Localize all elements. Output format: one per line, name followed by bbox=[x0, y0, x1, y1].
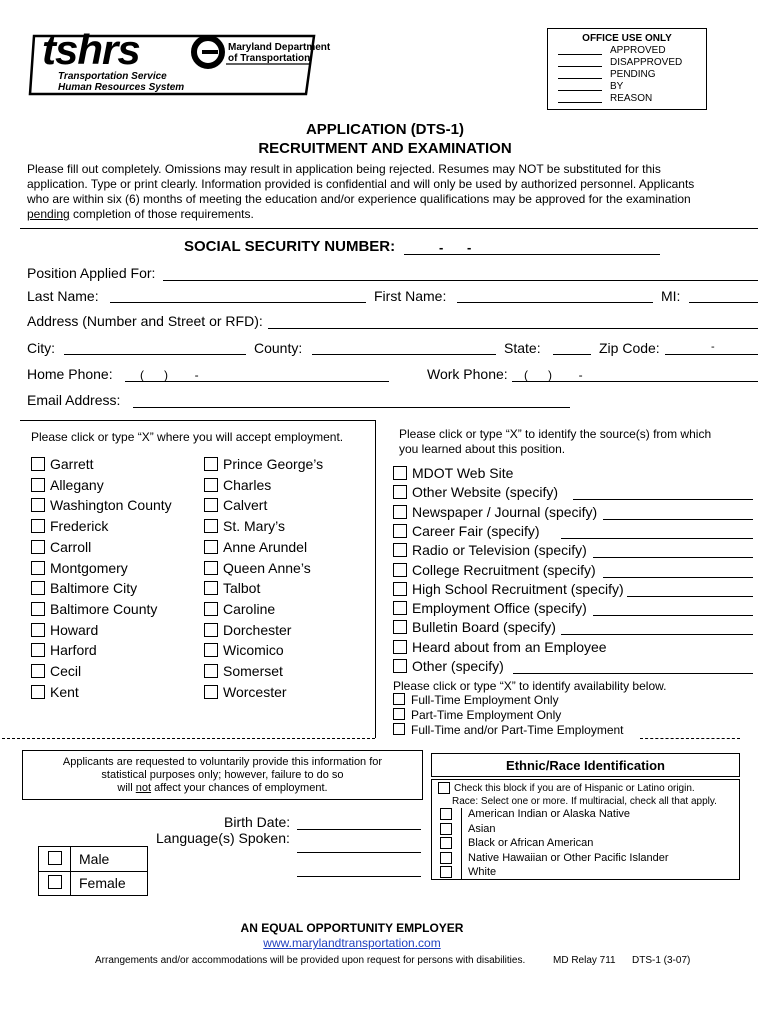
availability-label: Part-Time Employment Only bbox=[411, 708, 562, 722]
county-label: Calvert bbox=[223, 497, 268, 514]
home-phone-format: ( ) - bbox=[140, 368, 199, 382]
county-label: Worcester bbox=[223, 683, 287, 700]
source-label: Other (specify) bbox=[412, 658, 504, 674]
section-divider-vertical bbox=[375, 420, 376, 738]
county-label: Washington County bbox=[50, 497, 172, 514]
source-specify-input[interactable] bbox=[561, 634, 753, 635]
county-label: Frederick bbox=[50, 518, 109, 535]
intro-line: who are within six (6) months of meeting the education and/or experience qualifications may be approved for the examination bbox=[27, 192, 691, 206]
county-checkbox[interactable] bbox=[204, 602, 218, 616]
work-phone-label: Work Phone: bbox=[427, 366, 508, 382]
county-label: Queen Anne’s bbox=[223, 559, 311, 576]
county-label: Cecil bbox=[50, 663, 82, 679]
logo bbox=[28, 26, 331, 98]
last-name-label: Last Name: bbox=[27, 288, 99, 304]
race-label: Black or African American bbox=[468, 837, 594, 849]
county-label: Somerset bbox=[223, 663, 283, 679]
county-label: St. Mary’s bbox=[223, 518, 285, 535]
address-label: Address (Number and Street or RFD): bbox=[27, 313, 263, 329]
county-checkbox[interactable] bbox=[204, 519, 218, 533]
ethnic-table bbox=[431, 779, 740, 880]
zip-label: Zip Code: bbox=[599, 340, 660, 356]
mi-label: MI: bbox=[661, 288, 681, 304]
county-checkbox[interactable] bbox=[31, 561, 45, 575]
office-use-item: PENDING bbox=[610, 69, 656, 80]
county-label: Carroll bbox=[50, 538, 92, 555]
source-specify-input[interactable] bbox=[593, 557, 753, 558]
source-label: High School Recruitment (specify) bbox=[412, 580, 624, 597]
source-checkbox[interactable] bbox=[393, 524, 407, 538]
source-checkbox[interactable] bbox=[393, 466, 407, 480]
state-label: State: bbox=[504, 340, 541, 356]
source-checkbox[interactable] bbox=[393, 485, 407, 499]
source-label: Newspaper / Journal (specify) bbox=[412, 503, 598, 520]
email-label: Email Address: bbox=[27, 392, 121, 408]
mi-input[interactable] bbox=[689, 302, 758, 303]
county-checkbox[interactable] bbox=[204, 498, 218, 512]
county-label: Caroline bbox=[223, 600, 276, 617]
gender-female-checkbox[interactable] bbox=[48, 875, 62, 889]
voluntary-post: affect your chances of employment. bbox=[151, 782, 328, 794]
source-checkbox[interactable] bbox=[393, 505, 407, 519]
source-checkbox[interactable] bbox=[393, 563, 407, 577]
county-label: County: bbox=[254, 340, 303, 356]
source-specify-input[interactable] bbox=[603, 519, 753, 520]
availability-instruction: Please click or type “X” to identify availability below. bbox=[393, 679, 667, 693]
sources-instruction: Please click or type “X” to identify the source(s) from which bbox=[399, 427, 712, 441]
county-checkbox[interactable] bbox=[204, 540, 218, 554]
zip-input[interactable] bbox=[665, 354, 758, 355]
form-id: DTS-1 (3-07) bbox=[632, 955, 691, 966]
hispanic-label: Check this block if you are of Hispanic or Latino origin. bbox=[454, 783, 695, 794]
ssn-dash: - bbox=[439, 240, 444, 255]
dashed-separator bbox=[2, 738, 375, 739]
intro-line: application. Type or print clearly. Information provided is confidential and will only be used by authorized personnel. Applicants bbox=[27, 177, 695, 191]
divider bbox=[20, 420, 375, 421]
source-checkbox[interactable] bbox=[393, 582, 407, 596]
race-label: Native Hawaiian or Other Pacific Islander bbox=[468, 851, 669, 864]
county-checkbox[interactable] bbox=[204, 685, 218, 699]
email-input[interactable] bbox=[133, 407, 570, 408]
zip-dash: - bbox=[711, 341, 715, 353]
eoe-statement: AN EQUAL OPPORTUNITY EMPLOYER bbox=[240, 921, 464, 935]
county-checkbox[interactable] bbox=[204, 664, 218, 678]
office-use-item: BY bbox=[610, 81, 624, 92]
page-title: APPLICATION (DTS-1) bbox=[305, 121, 465, 138]
county-label: Baltimore City bbox=[50, 580, 138, 597]
availability-label: Full-Time and/or Part-Time Employment bbox=[411, 723, 624, 737]
county-checkbox[interactable] bbox=[31, 685, 45, 699]
source-specify-input[interactable] bbox=[561, 538, 753, 539]
race-col-divider bbox=[461, 808, 462, 879]
employment-instruction: Please click or type “X” where you will accept employment. bbox=[31, 430, 344, 444]
county-label: Prince George’s bbox=[223, 456, 324, 472]
race-note: Race: Select one or more. If multiracial, check all that apply. bbox=[452, 796, 717, 807]
source-specify-input[interactable] bbox=[513, 673, 753, 674]
county-label: Howard bbox=[50, 621, 99, 638]
city-input[interactable] bbox=[64, 354, 246, 355]
first-name-input[interactable] bbox=[457, 302, 653, 303]
gender-table bbox=[38, 846, 148, 896]
availability-label: Full-Time Employment Only bbox=[411, 693, 559, 707]
office-use-box bbox=[547, 28, 707, 110]
dashed-separator bbox=[640, 738, 740, 739]
voluntary-not: not bbox=[135, 782, 152, 794]
county-checkbox[interactable] bbox=[31, 498, 45, 512]
languages-input[interactable] bbox=[297, 852, 421, 853]
source-label: MDOT Web Site bbox=[412, 465, 514, 481]
county-label: Kent bbox=[50, 683, 79, 700]
county-checkbox[interactable] bbox=[31, 643, 45, 657]
work-phone-input[interactable] bbox=[512, 381, 758, 382]
md-relay: MD Relay 711 bbox=[553, 955, 616, 966]
source-checkbox[interactable] bbox=[393, 659, 407, 673]
state-input[interactable] bbox=[553, 354, 591, 355]
work-phone-format: ( ) - bbox=[524, 368, 583, 382]
page-subtitle: RECRUITMENT AND EXAMINATION bbox=[258, 140, 512, 157]
county-label: Talbot bbox=[223, 580, 261, 597]
county-checkbox[interactable] bbox=[204, 478, 218, 492]
county-checkbox[interactable] bbox=[204, 561, 218, 575]
county-checkbox[interactable] bbox=[31, 581, 45, 595]
voluntary-pre: will bbox=[117, 782, 136, 794]
race-checkbox[interactable] bbox=[440, 852, 452, 864]
source-label: Career Fair (specify) bbox=[412, 522, 540, 539]
position-label: Position Applied For: bbox=[27, 265, 156, 281]
home-phone-input[interactable] bbox=[125, 381, 389, 382]
county-checkbox[interactable] bbox=[204, 623, 218, 637]
county-label: Harford bbox=[50, 642, 97, 659]
source-label: College Recruitment (specify) bbox=[412, 561, 596, 578]
source-checkbox[interactable] bbox=[393, 543, 407, 557]
website-link[interactable]: www.marylandtransportation.com bbox=[263, 936, 441, 950]
source-label: Employment Office (specify) bbox=[412, 600, 587, 617]
race-label: American Indian or Alaska Native bbox=[468, 808, 631, 820]
county-label: Dorchester bbox=[223, 621, 292, 638]
intro-pending: pending bbox=[27, 207, 70, 221]
logo-dept-2: of Transportation bbox=[228, 53, 311, 64]
office-use-line[interactable] bbox=[558, 78, 602, 79]
county-label: Charles bbox=[223, 476, 272, 493]
office-use-line[interactable] bbox=[558, 90, 602, 91]
logo-wordmark: tshrs bbox=[42, 26, 140, 73]
county-checkbox[interactable] bbox=[31, 540, 45, 554]
divider bbox=[20, 228, 758, 229]
intro-line bbox=[27, 207, 254, 221]
county-checkbox[interactable] bbox=[31, 602, 45, 616]
voluntary-line: Applicants are requested to voluntarily provide this information for bbox=[62, 756, 383, 768]
source-specify-input[interactable] bbox=[593, 615, 753, 616]
voluntary-line bbox=[23, 782, 422, 794]
office-use-title: OFFICE USE ONLY bbox=[582, 33, 672, 44]
sources-instruction: you learned about this position. bbox=[399, 442, 566, 456]
address-input[interactable] bbox=[268, 328, 758, 329]
office-use-line[interactable] bbox=[558, 102, 602, 103]
source-label: Radio or Television (specify) bbox=[412, 542, 587, 559]
ethnic-title: Ethnic/Race Identification bbox=[506, 758, 665, 773]
source-checkbox[interactable] bbox=[393, 640, 407, 654]
county-label: Anne Arundel bbox=[223, 538, 308, 555]
race-checkbox[interactable] bbox=[440, 808, 452, 820]
ssn-label: SOCIAL SECURITY NUMBER: bbox=[184, 238, 396, 255]
city-label: City: bbox=[27, 340, 55, 356]
gender-male-checkbox[interactable] bbox=[48, 851, 62, 865]
county-label: Wicomico bbox=[223, 642, 284, 659]
race-checkbox[interactable] bbox=[440, 866, 452, 878]
accommodations-note: Arrangements and/or accommodations will be provided upon request for persons with disabilities. bbox=[95, 955, 526, 966]
voluntary-box bbox=[22, 750, 423, 800]
voluntary-line: statistical purposes only; however, failure to do so bbox=[101, 769, 344, 781]
source-label: Other Website (specify) bbox=[412, 484, 559, 501]
race-checkbox[interactable] bbox=[440, 837, 452, 849]
county-checkbox[interactable] bbox=[204, 643, 218, 657]
intro-line-4-rest: completion of those requirements. bbox=[69, 207, 254, 221]
first-name-label: First Name: bbox=[374, 288, 447, 304]
gender-female-label: Female bbox=[79, 875, 126, 891]
birth-date-input[interactable] bbox=[297, 829, 421, 830]
office-use-item: REASON bbox=[610, 93, 653, 104]
county-checkbox[interactable] bbox=[31, 623, 45, 637]
source-label: Heard about from an Employee bbox=[412, 638, 607, 655]
ethnic-title-box bbox=[431, 753, 740, 777]
county-checkbox[interactable] bbox=[31, 519, 45, 533]
logo-tagline-1: Transportation Service bbox=[58, 71, 167, 82]
county-label: Montgomery bbox=[50, 559, 128, 576]
county-label: Baltimore County bbox=[50, 600, 158, 617]
source-specify-input[interactable] bbox=[627, 596, 753, 597]
source-specify-input[interactable] bbox=[573, 499, 753, 500]
source-checkbox[interactable] bbox=[393, 601, 407, 615]
source-label: Bulletin Board (specify) bbox=[412, 619, 556, 636]
logo-dept-1: Maryland Department bbox=[228, 42, 331, 53]
birth-date-label: Birth Date: bbox=[224, 814, 291, 830]
county-checkbox[interactable] bbox=[31, 478, 45, 492]
office-use-line[interactable] bbox=[558, 66, 602, 67]
gender-row-divider bbox=[39, 871, 147, 872]
languages-label: Language(s) Spoken: bbox=[156, 830, 290, 846]
office-use-item: DISAPPROVED bbox=[610, 57, 683, 68]
position-input[interactable] bbox=[163, 280, 758, 281]
source-checkbox[interactable] bbox=[393, 620, 407, 634]
source-specify-input[interactable] bbox=[603, 577, 753, 578]
gender-male-label: Male bbox=[79, 851, 110, 867]
race-label: Asian bbox=[468, 822, 496, 835]
availability-checkbox[interactable] bbox=[393, 708, 405, 720]
office-use-item: APPROVED bbox=[610, 45, 666, 56]
county-checkbox[interactable] bbox=[31, 457, 45, 471]
availability-checkbox[interactable] bbox=[393, 723, 405, 735]
county-label: Allegany bbox=[50, 476, 104, 493]
office-use-line[interactable] bbox=[558, 54, 602, 55]
county-checkbox[interactable] bbox=[204, 581, 218, 595]
logo-tagline-2: Human Resources System bbox=[58, 82, 185, 93]
home-phone-label: Home Phone: bbox=[27, 366, 113, 382]
race-label: White bbox=[468, 866, 497, 878]
race-checkbox[interactable] bbox=[440, 823, 452, 835]
county-checkbox[interactable] bbox=[204, 457, 218, 471]
county-checkbox[interactable] bbox=[31, 664, 45, 678]
last-name-input[interactable] bbox=[110, 302, 366, 303]
languages-input[interactable] bbox=[297, 876, 421, 877]
ssn-dash: - bbox=[467, 240, 472, 255]
availability-checkbox[interactable] bbox=[393, 693, 405, 705]
hispanic-checkbox[interactable] bbox=[438, 782, 450, 794]
county-label: Garrett bbox=[50, 456, 94, 472]
intro-line: Please fill out completely. Omissions may result in application being rejected. Resumes may NOT be substituted for this bbox=[27, 162, 661, 176]
county-input[interactable] bbox=[312, 354, 496, 355]
